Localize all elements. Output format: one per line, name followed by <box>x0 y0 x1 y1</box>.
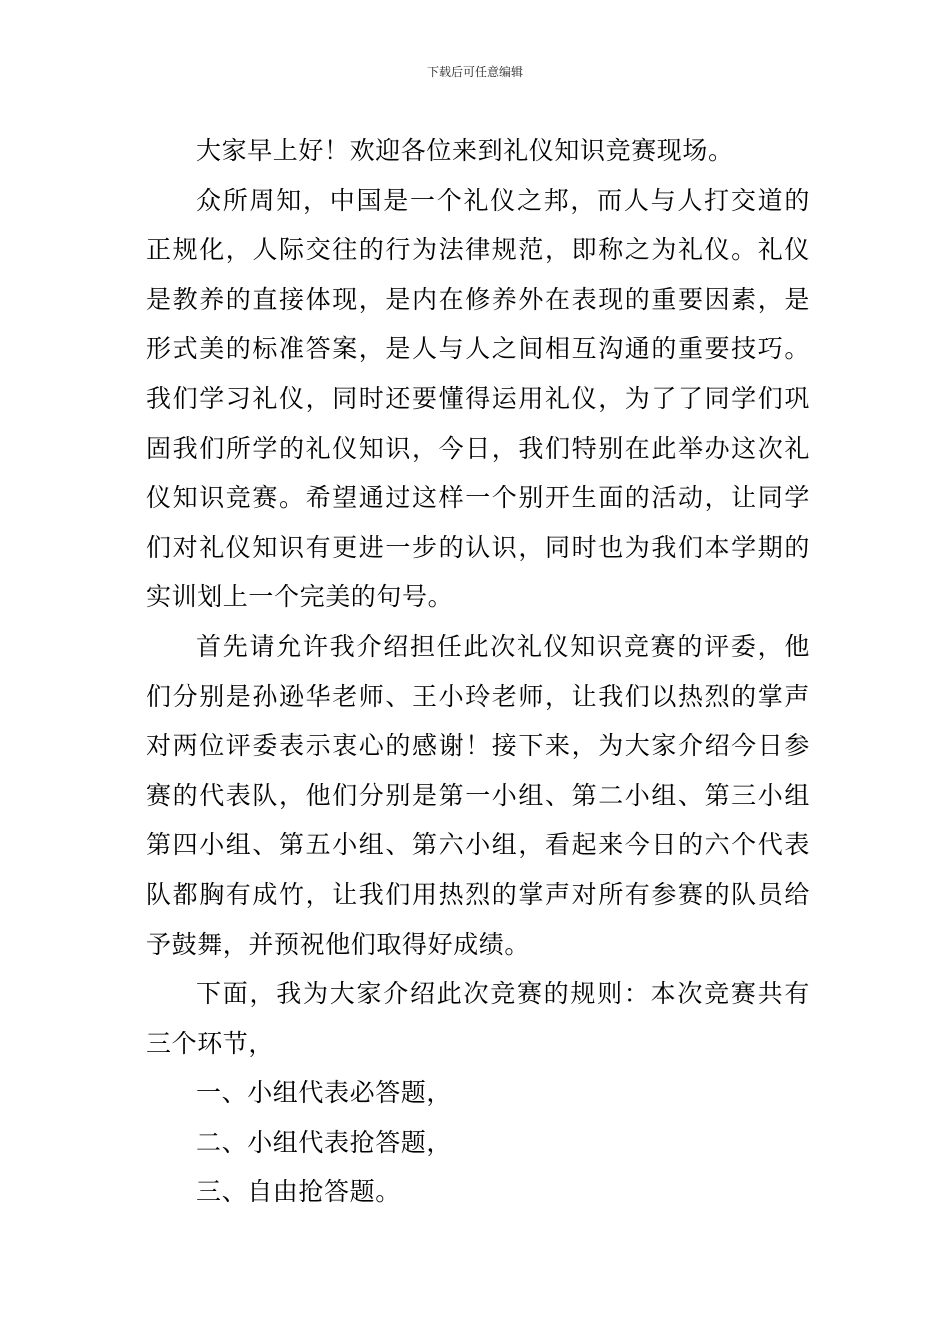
paragraph-rules: 下面，我为大家介绍此次竞赛的规则：本次竞赛共有三个环节， <box>146 979 810 1058</box>
list-item-round-2: 二、小组代表抢答题， <box>196 1127 453 1157</box>
paragraph-greeting: 大家早上好！欢迎各位来到礼仪知识竞赛现场。 <box>196 136 734 165</box>
document-body <box>146 126 810 1217</box>
paragraph-introduction: 众所周知，中国是一个礼仪之邦，而人与人打交道的正规化，人际交往的行为法律规范，即称之为礼仪。礼仪是教养的直接体现，是内在修养外在表现的重要因素，是形式美的标准答案，是人与人之间相互沟通的重要技巧。我们学习礼仪，同时还要懂得运用礼仪，为了了同学们巩固我们所学的礼仪知识，今日，我们特别在此举办这次礼仪知识竞赛。希望通过这样一个别开生面的活动，让同学们对礼仪知识有更进一步的认识，同时也为我们本学期的实训划上一个完美的句号。 <box>146 185 810 612</box>
list-item-round-3: 三、自由抢答题。 <box>196 1177 401 1207</box>
page-header: 下载后可任意编辑 <box>426 65 523 79</box>
paragraph-judges-and-teams: 首先请允许我介绍担任此次礼仪知识竞赛的评委，他们分别是孙逊华老师、王小玲老师，让我们以热烈的掌声对两位评委表示衷心的感谢！接下来，为大家介绍今日参赛的代表队，他们分别是第一小组、第二小组、第三小组第四小组、第五小组、第六小组，看起来今日的六个代表队都胸有成竹，让我们用热烈的掌声对所有参赛的队员给予鼓舞，并预祝他们取得好成绩。 <box>146 631 810 959</box>
list-item-round-1: 一、小组代表必答题， <box>196 1078 453 1108</box>
